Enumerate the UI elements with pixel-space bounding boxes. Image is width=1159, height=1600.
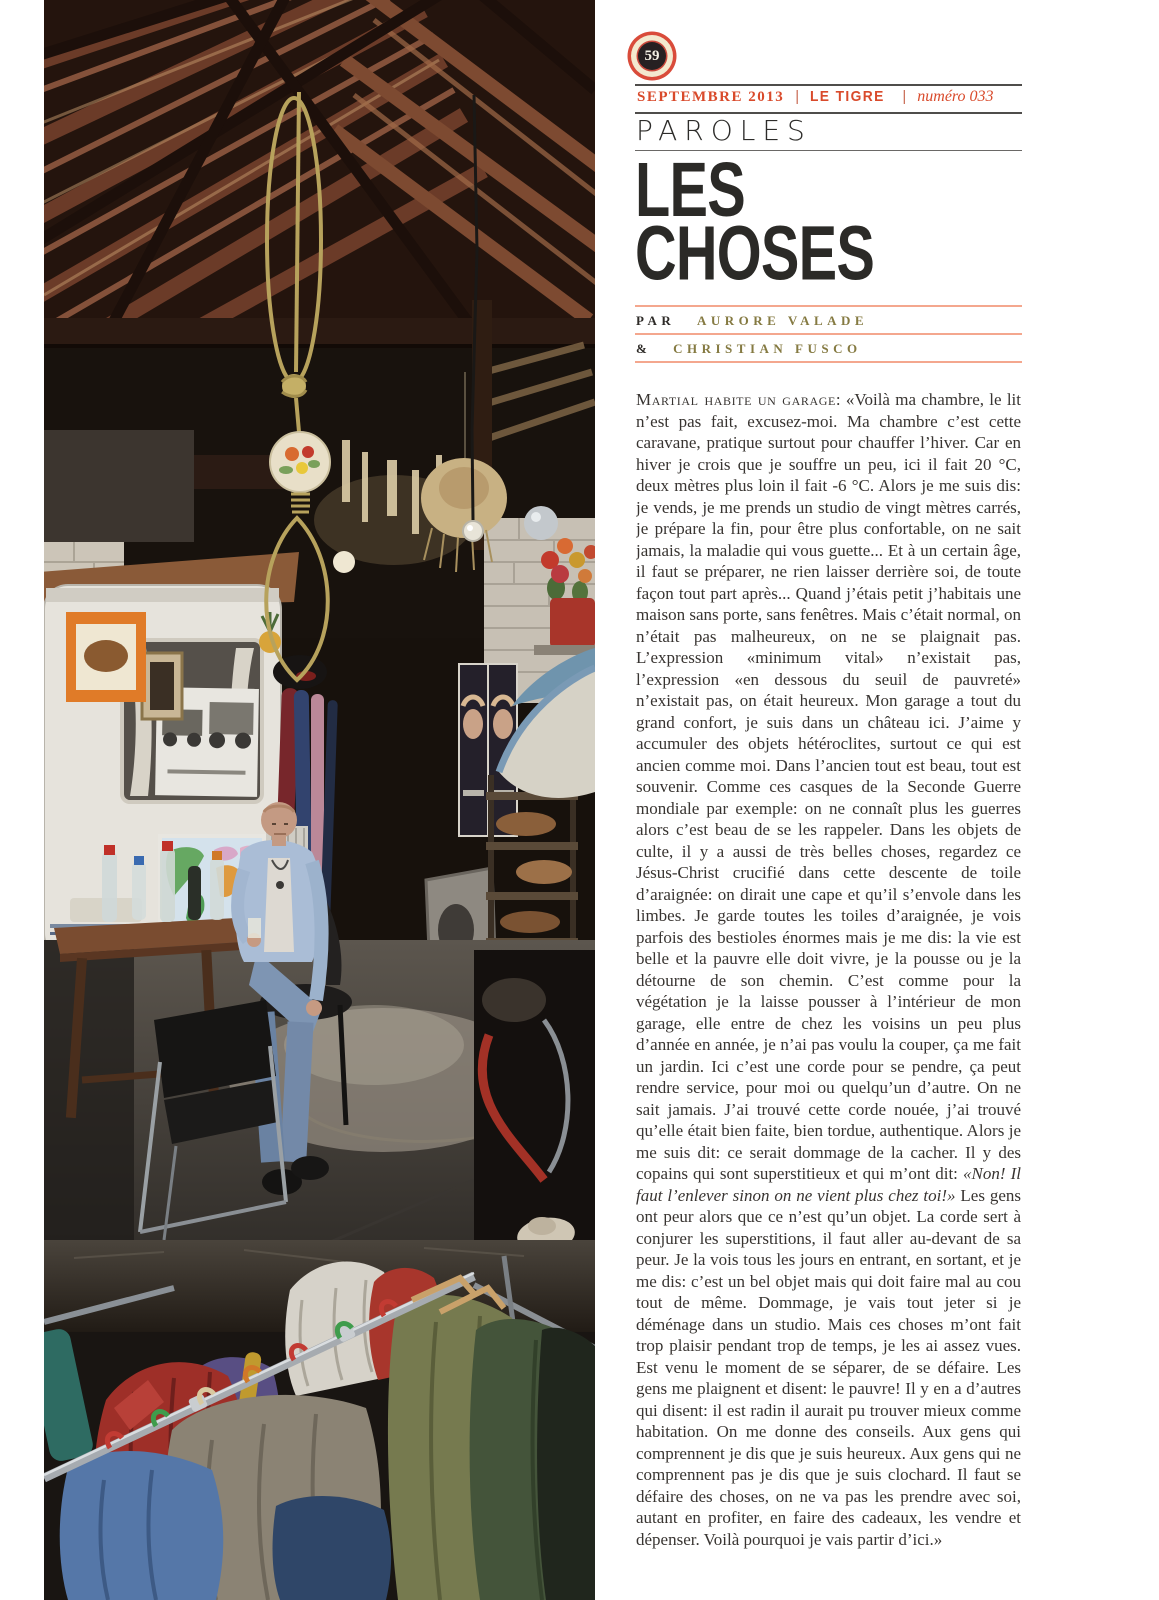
masthead-issue: numéro 033 bbox=[917, 88, 994, 105]
clothes-rack bbox=[44, 1240, 595, 1600]
section-label: PAROLES bbox=[636, 114, 812, 147]
red-flower-pot bbox=[550, 598, 595, 648]
byline-rule-3 bbox=[635, 361, 1022, 363]
orange-framed-picture bbox=[66, 612, 146, 702]
title-line-2: CHOSES bbox=[635, 210, 875, 297]
masthead-date: SEPTEMBRE 2013 bbox=[637, 89, 785, 105]
masthead-separator: | bbox=[795, 88, 800, 105]
page-number-badge bbox=[638, 42, 666, 70]
byline-author-2: CHRISTIAN FUSCO bbox=[673, 341, 862, 356]
masthead-rule-top bbox=[635, 84, 1022, 86]
byline-author-1: AURORE VALADE bbox=[697, 313, 869, 328]
white-tshirt bbox=[264, 858, 294, 952]
garage-photo bbox=[44, 0, 595, 1600]
byline-rule-1 bbox=[635, 305, 1022, 307]
flower-disc-ornament bbox=[270, 432, 330, 492]
byline-par: PAR bbox=[636, 313, 676, 328]
byline-line-2 bbox=[636, 341, 1022, 357]
byline-rule-2 bbox=[635, 333, 1022, 335]
framed-picture bbox=[142, 653, 182, 719]
byline-line-1 bbox=[636, 313, 1022, 329]
article-title bbox=[635, 146, 875, 297]
page-number: 59 bbox=[644, 47, 660, 64]
masthead-magazine: LE TIGRE bbox=[810, 88, 885, 105]
byline-ampersand: & bbox=[636, 341, 652, 356]
article-body: Martial habite un garage: «Voilà ma chambre, le lit n’est pas fait, excusez-moi. Ma chambre c’est cette caravane, pratique surtout pour chauffer l’hiver. Car en hiver je crois que je souffre un peu, ici il fait 20 °C, deux mètres plus loin il fait -6 °C. Alors je me suis dis: je vends, je me prends un studio de vingt mètres carrés, je prépare la fin, pour être plus confortable, on ne sait jamais, la maladie qui vous guette... Et à un certain âge, il faut se préparer, ne rien laisser derrière soi, de toute façon tout part après... Quand j’étais petit j’habitais une maison sans porte, sans fenêtres. Mais c’était normal, on n’était pas malheureux, on ne se plaignait pas. L’expression «minimum vital» n’existait pas, l’expression «en dessous du seuil de pauvreté» n’existait pas, on était heureux. Mon garage a tout du grand confort, je suis dans un château ici. J’aime y accumuler des objets hétéroclites, surtout ce qui est ancien comme moi. Dans l’ancien tout est beau, tout est souvenir. Comme ces casques de la Seconde Guerre mondiale par exemple: on ne connaît plus les guerres alors c’est beau de se les rappeler. Dans les objets de culte, il y a aussi de très belles choses, regardez ce Jésus-Christ crucifié dans cette descente de toile d’araignée: on dirait une cape et qu’il s’envole dans les limbes. Je garde toutes les toiles d’araignée, je vois parfois des bestioles énormes mais je me dis: la vie est belle et la pauvre elle doit vivre, je la pousse ou je la détourne de son chemin. C’est comme pour la végétation je la laisse pousser à l’intérieur de mon garage, elle entre de chez les voisins un peu plus d’année en année, je n’ai pas voulu la couper, ça me fait un jardin. Ici c’est une corde pour se pendre, ça peut rendre service, pour moi ou quelqu’un d’autre. On ne sait jamais. J’ai trouvé cette corde nouée, j’ai trouvé qu’elle était bien faite, bien tordue, authentique. Alors je me suis dit: ce serait dommage de la cacher. Il y des copains qui sont superstitieux et qui m’ont dit: «Non! Il faut l’enlever sinon on ne vient plus chez toi!» Les gens ont peur alors que ce n’est qu’un objet. La corde sert à conjurer les superstitions, il faut aller au-devant de sa peur. Je la vois tous les jours en entrant, en sortant, et je me dis: c’est un bel objet mais qui doit faire mal au cou tout de même. Dommage, je vais tout jeter si je déménage dans un studio. Mais ces choses m’ont fait trop plaisir pendant trop de temps, je les ai assez vues. Est venu le moment de se séparer, de se défaire. Les gens me plaignent et disent: le pauvre! Il y en a d’autres qui disent: il est radin il aurait pu trouver mieux comme habitation. On me donne des conseils. Aux gens qui comprennent je dis que je suis heureux. Aux gens qui ne comprennent pas je dis que je suis clochard. Il faut se défaire des choses, on ne va pas les prendre avec soi, autant en profiter, en faire des cadeaux, les vendre et dépenser. Voilà pourquoi je vais partir d’ici.» bbox=[636, 390, 1021, 1549]
title-line-1: LES bbox=[635, 146, 745, 233]
masthead-separator: | bbox=[902, 88, 907, 105]
masthead bbox=[637, 88, 994, 106]
blue-shirt-hanging bbox=[60, 1451, 224, 1600]
